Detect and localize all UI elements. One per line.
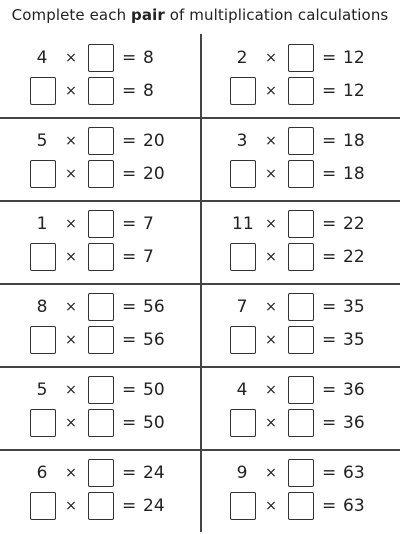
times-sign: × bbox=[265, 415, 277, 431]
given-factor: 11 bbox=[232, 214, 254, 234]
equals-sign: = bbox=[122, 380, 137, 400]
times-sign: × bbox=[65, 332, 77, 348]
answer-box[interactable] bbox=[88, 127, 114, 155]
equals-sign: = bbox=[322, 164, 337, 184]
problem-pair bbox=[0, 200, 200, 283]
times-sign: × bbox=[65, 216, 77, 232]
equals-sign: = bbox=[122, 247, 137, 267]
times-sign: × bbox=[265, 332, 277, 348]
answer-box[interactable] bbox=[88, 160, 114, 188]
problem-pair bbox=[0, 34, 200, 117]
times-sign: × bbox=[265, 50, 277, 66]
product-value: 24 bbox=[143, 496, 165, 516]
answer-box[interactable] bbox=[288, 293, 314, 321]
problem-pair bbox=[200, 449, 400, 532]
answer-box[interactable] bbox=[88, 409, 114, 437]
equation-row-blank bbox=[200, 76, 400, 106]
product-value: 50 bbox=[143, 380, 165, 400]
answer-box[interactable] bbox=[88, 326, 114, 354]
product-value: 56 bbox=[143, 330, 165, 350]
answer-box[interactable] bbox=[30, 77, 56, 105]
equals-sign: = bbox=[122, 131, 137, 151]
product-value: 63 bbox=[343, 496, 365, 516]
equals-sign: = bbox=[322, 463, 337, 483]
answer-box[interactable] bbox=[288, 77, 314, 105]
equation-row-blank bbox=[0, 491, 200, 521]
product-value: 36 bbox=[343, 413, 365, 433]
answer-box[interactable] bbox=[288, 326, 314, 354]
equation-row-given bbox=[200, 458, 400, 488]
product-value: 35 bbox=[343, 297, 365, 317]
equals-sign: = bbox=[322, 330, 337, 350]
times-sign: × bbox=[265, 166, 277, 182]
equation-row-given bbox=[0, 292, 200, 322]
product-value: 8 bbox=[143, 48, 154, 68]
answer-box[interactable] bbox=[288, 210, 314, 238]
given-factor: 6 bbox=[36, 463, 48, 483]
answer-box[interactable] bbox=[88, 459, 114, 487]
times-sign: × bbox=[265, 216, 277, 232]
answer-box[interactable] bbox=[288, 160, 314, 188]
product-value: 24 bbox=[143, 463, 165, 483]
product-value: 18 bbox=[343, 131, 365, 151]
product-value: 36 bbox=[343, 380, 365, 400]
equals-sign: = bbox=[122, 413, 137, 433]
answer-box[interactable] bbox=[88, 492, 114, 520]
answer-box[interactable] bbox=[288, 459, 314, 487]
problem-pair bbox=[0, 117, 200, 200]
answer-box[interactable] bbox=[288, 44, 314, 72]
product-value: 20 bbox=[143, 131, 165, 151]
answer-box[interactable] bbox=[88, 243, 114, 271]
title-text-after: of multiplication calculations bbox=[164, 6, 389, 24]
answer-box[interactable] bbox=[88, 376, 114, 404]
answer-box[interactable] bbox=[230, 243, 256, 271]
answer-box[interactable] bbox=[288, 409, 314, 437]
given-factor: 7 bbox=[236, 297, 248, 317]
answer-box[interactable] bbox=[30, 409, 56, 437]
times-sign: × bbox=[265, 465, 277, 481]
given-factor: 5 bbox=[36, 380, 48, 400]
equals-sign: = bbox=[322, 48, 337, 68]
equals-sign: = bbox=[322, 247, 337, 267]
times-sign: × bbox=[265, 382, 277, 398]
product-value: 22 bbox=[343, 247, 365, 267]
times-sign: × bbox=[65, 249, 77, 265]
product-value: 56 bbox=[143, 297, 165, 317]
problem-pair bbox=[0, 449, 200, 532]
equation-row-blank bbox=[200, 325, 400, 355]
equation-row-given bbox=[200, 292, 400, 322]
times-sign: × bbox=[65, 498, 77, 514]
times-sign: × bbox=[65, 50, 77, 66]
equation-row-blank bbox=[0, 325, 200, 355]
product-value: 18 bbox=[343, 164, 365, 184]
equals-sign: = bbox=[122, 214, 137, 234]
product-value: 35 bbox=[343, 330, 365, 350]
times-sign: × bbox=[265, 249, 277, 265]
times-sign: × bbox=[265, 133, 277, 149]
product-value: 12 bbox=[343, 48, 365, 68]
given-factor: 5 bbox=[36, 131, 48, 151]
product-value: 22 bbox=[343, 214, 365, 234]
answer-box[interactable] bbox=[230, 77, 256, 105]
times-sign: × bbox=[265, 299, 277, 315]
equation-row-given bbox=[200, 375, 400, 405]
times-sign: × bbox=[265, 498, 277, 514]
equation-row-blank bbox=[0, 76, 200, 106]
product-value: 7 bbox=[143, 214, 154, 234]
answer-box[interactable] bbox=[88, 210, 114, 238]
times-sign: × bbox=[65, 166, 77, 182]
equals-sign: = bbox=[122, 48, 137, 68]
answer-box[interactable] bbox=[88, 293, 114, 321]
given-factor: 8 bbox=[36, 297, 48, 317]
given-factor: 3 bbox=[236, 131, 248, 151]
product-value: 12 bbox=[343, 81, 365, 101]
problem-pair bbox=[200, 200, 400, 283]
given-factor: 4 bbox=[36, 48, 48, 68]
times-sign: × bbox=[65, 465, 77, 481]
answer-box[interactable] bbox=[288, 376, 314, 404]
answer-box[interactable] bbox=[30, 326, 56, 354]
equation-row-blank bbox=[200, 242, 400, 272]
times-sign: × bbox=[65, 382, 77, 398]
given-factor: 1 bbox=[36, 214, 48, 234]
equation-row-given bbox=[0, 375, 200, 405]
answer-box[interactable] bbox=[88, 44, 114, 72]
product-value: 7 bbox=[143, 247, 154, 267]
equals-sign: = bbox=[122, 330, 137, 350]
equation-row-blank bbox=[0, 159, 200, 189]
equation-row-given bbox=[200, 126, 400, 156]
problem-pair bbox=[200, 34, 400, 117]
product-value: 20 bbox=[143, 164, 165, 184]
times-sign: × bbox=[265, 83, 277, 99]
equation-row-blank bbox=[0, 408, 200, 438]
equation-row-given bbox=[0, 126, 200, 156]
equation-row-given bbox=[200, 43, 400, 73]
equals-sign: = bbox=[322, 214, 337, 234]
equation-row-blank bbox=[200, 159, 400, 189]
answer-box[interactable] bbox=[230, 160, 256, 188]
answer-box[interactable] bbox=[230, 492, 256, 520]
answer-box[interactable] bbox=[30, 160, 56, 188]
problem-pair bbox=[200, 283, 400, 366]
answer-box[interactable] bbox=[230, 409, 256, 437]
title-text-before: Complete each bbox=[11, 6, 132, 24]
equals-sign: = bbox=[322, 131, 337, 151]
product-value: 50 bbox=[143, 413, 165, 433]
equation-row-given bbox=[200, 209, 400, 239]
equals-sign: = bbox=[122, 496, 137, 516]
times-sign: × bbox=[65, 133, 77, 149]
answer-box[interactable] bbox=[288, 243, 314, 271]
problem-pair bbox=[200, 117, 400, 200]
equals-sign: = bbox=[322, 380, 337, 400]
equation-row-blank bbox=[200, 491, 400, 521]
problem-pair bbox=[200, 366, 400, 449]
equation-row-blank bbox=[0, 242, 200, 272]
worksheet-title bbox=[0, 6, 400, 24]
answer-box[interactable] bbox=[30, 492, 56, 520]
equals-sign: = bbox=[322, 496, 337, 516]
equation-row-blank bbox=[200, 408, 400, 438]
product-value: 8 bbox=[143, 81, 154, 101]
answer-box[interactable] bbox=[288, 492, 314, 520]
product-value: 63 bbox=[343, 463, 365, 483]
equals-sign: = bbox=[122, 164, 137, 184]
problem-pair bbox=[0, 366, 200, 449]
equation-row-given bbox=[0, 43, 200, 73]
equals-sign: = bbox=[322, 413, 337, 433]
answer-box[interactable] bbox=[230, 326, 256, 354]
answer-box[interactable] bbox=[288, 127, 314, 155]
given-factor: 4 bbox=[236, 380, 248, 400]
equation-row-given bbox=[0, 209, 200, 239]
given-factor: 2 bbox=[236, 48, 248, 68]
equals-sign: = bbox=[322, 297, 337, 317]
given-factor: 9 bbox=[236, 463, 248, 483]
equals-sign: = bbox=[122, 81, 137, 101]
equals-sign: = bbox=[122, 463, 137, 483]
answer-box[interactable] bbox=[88, 77, 114, 105]
times-sign: × bbox=[65, 299, 77, 315]
equals-sign: = bbox=[122, 297, 137, 317]
times-sign: × bbox=[65, 415, 77, 431]
equation-row-given bbox=[0, 458, 200, 488]
equals-sign: = bbox=[322, 81, 337, 101]
problem-pair bbox=[0, 283, 200, 366]
title-bold-word: pair bbox=[131, 6, 165, 24]
times-sign: × bbox=[65, 83, 77, 99]
answer-box[interactable] bbox=[30, 243, 56, 271]
